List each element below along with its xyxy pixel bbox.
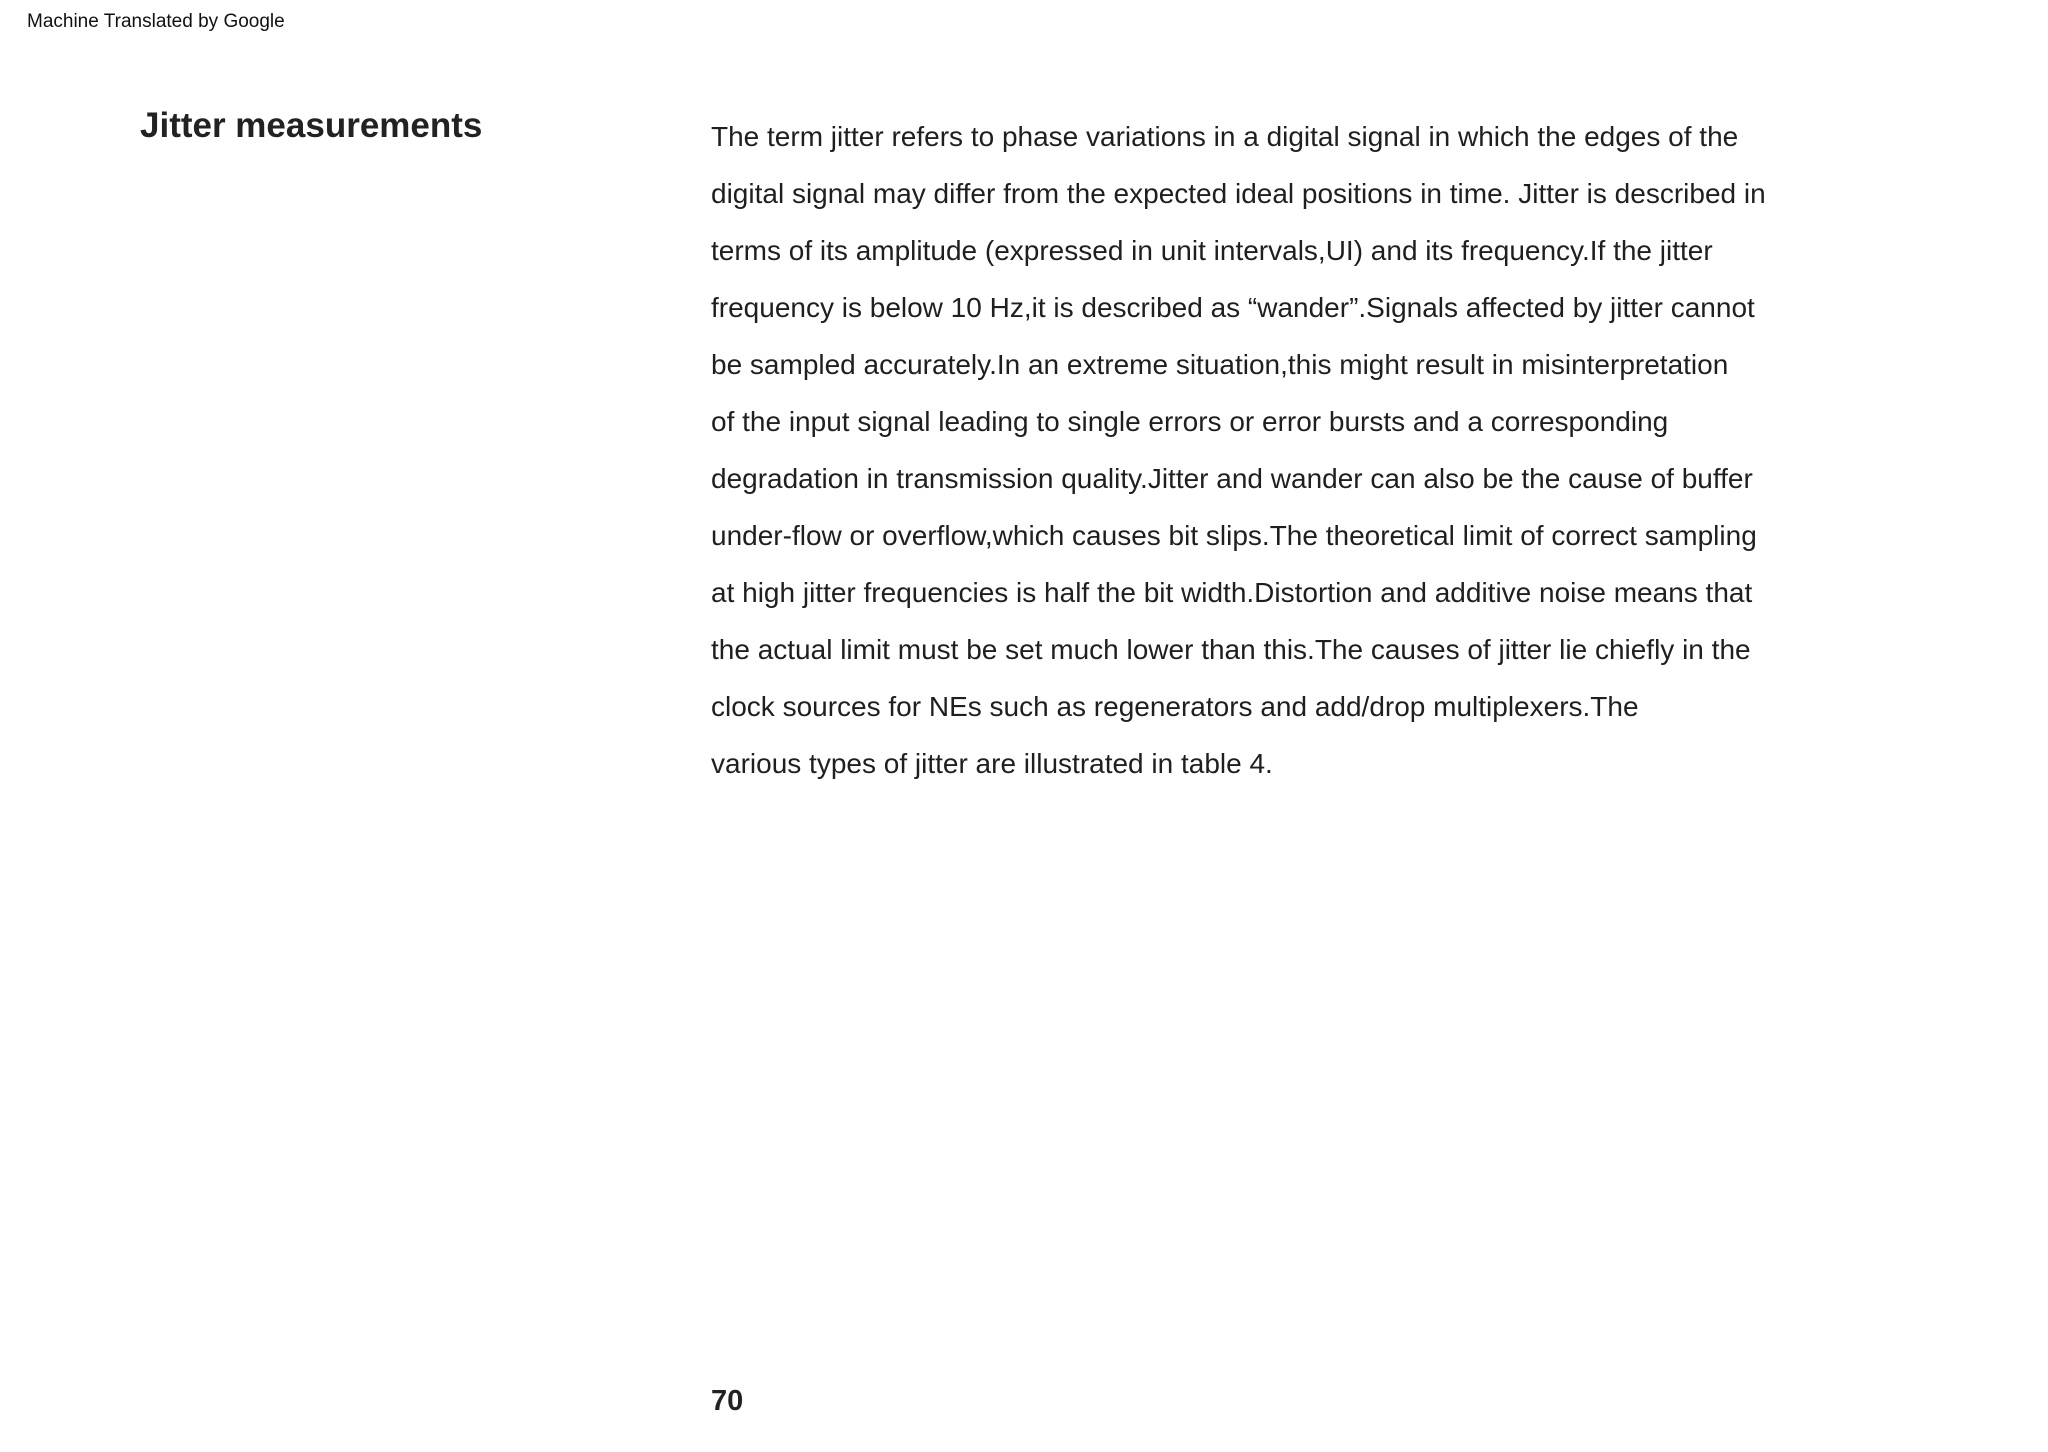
machine-translation-banner: Machine Translated by Google [27, 11, 285, 32]
paragraph-line: the actual limit must be set much lower than this.The causes of jitter lie chiefly in the [711, 634, 1751, 665]
paragraph-line: be sampled accurately.In an extreme situation,this might result in misinterpretation [711, 349, 1729, 380]
body-paragraph [711, 108, 1831, 792]
paragraph-line: various types of jitter are illustrated in table 4. [711, 748, 1273, 779]
paragraph-line: frequency is below 10 Hz,it is described as “wander”.Signals affected by jitter cannot [711, 292, 1755, 323]
paragraph-line: at high jitter frequencies is half the bit width.Distortion and additive noise means that [711, 577, 1753, 608]
section-heading: Jitter measurements [140, 106, 483, 145]
paragraph-line: degradation in transmission quality.Jitter and wander can also be the cause of buffer [711, 463, 1753, 494]
paragraph-line: of the input signal leading to single errors or error bursts and a corresponding [711, 406, 1669, 437]
page-number: 70 [711, 1385, 744, 1417]
paragraph-line: under-flow or overflow,which causes bit slips.The theoretical limit of correct sampling [711, 520, 1757, 551]
paragraph-line: clock sources for NEs such as regenerators and add/drop multiplexers.The [711, 691, 1639, 722]
paragraph-line: digital signal may differ from the expected ideal positions in time. Jitter is described in [711, 178, 1766, 209]
paragraph-line: The term jitter refers to phase variations in a digital signal in which the edges of the [711, 121, 1739, 152]
paragraph-line: terms of its amplitude (expressed in unit intervals,UI) and its frequency.If the jitter [711, 235, 1713, 266]
